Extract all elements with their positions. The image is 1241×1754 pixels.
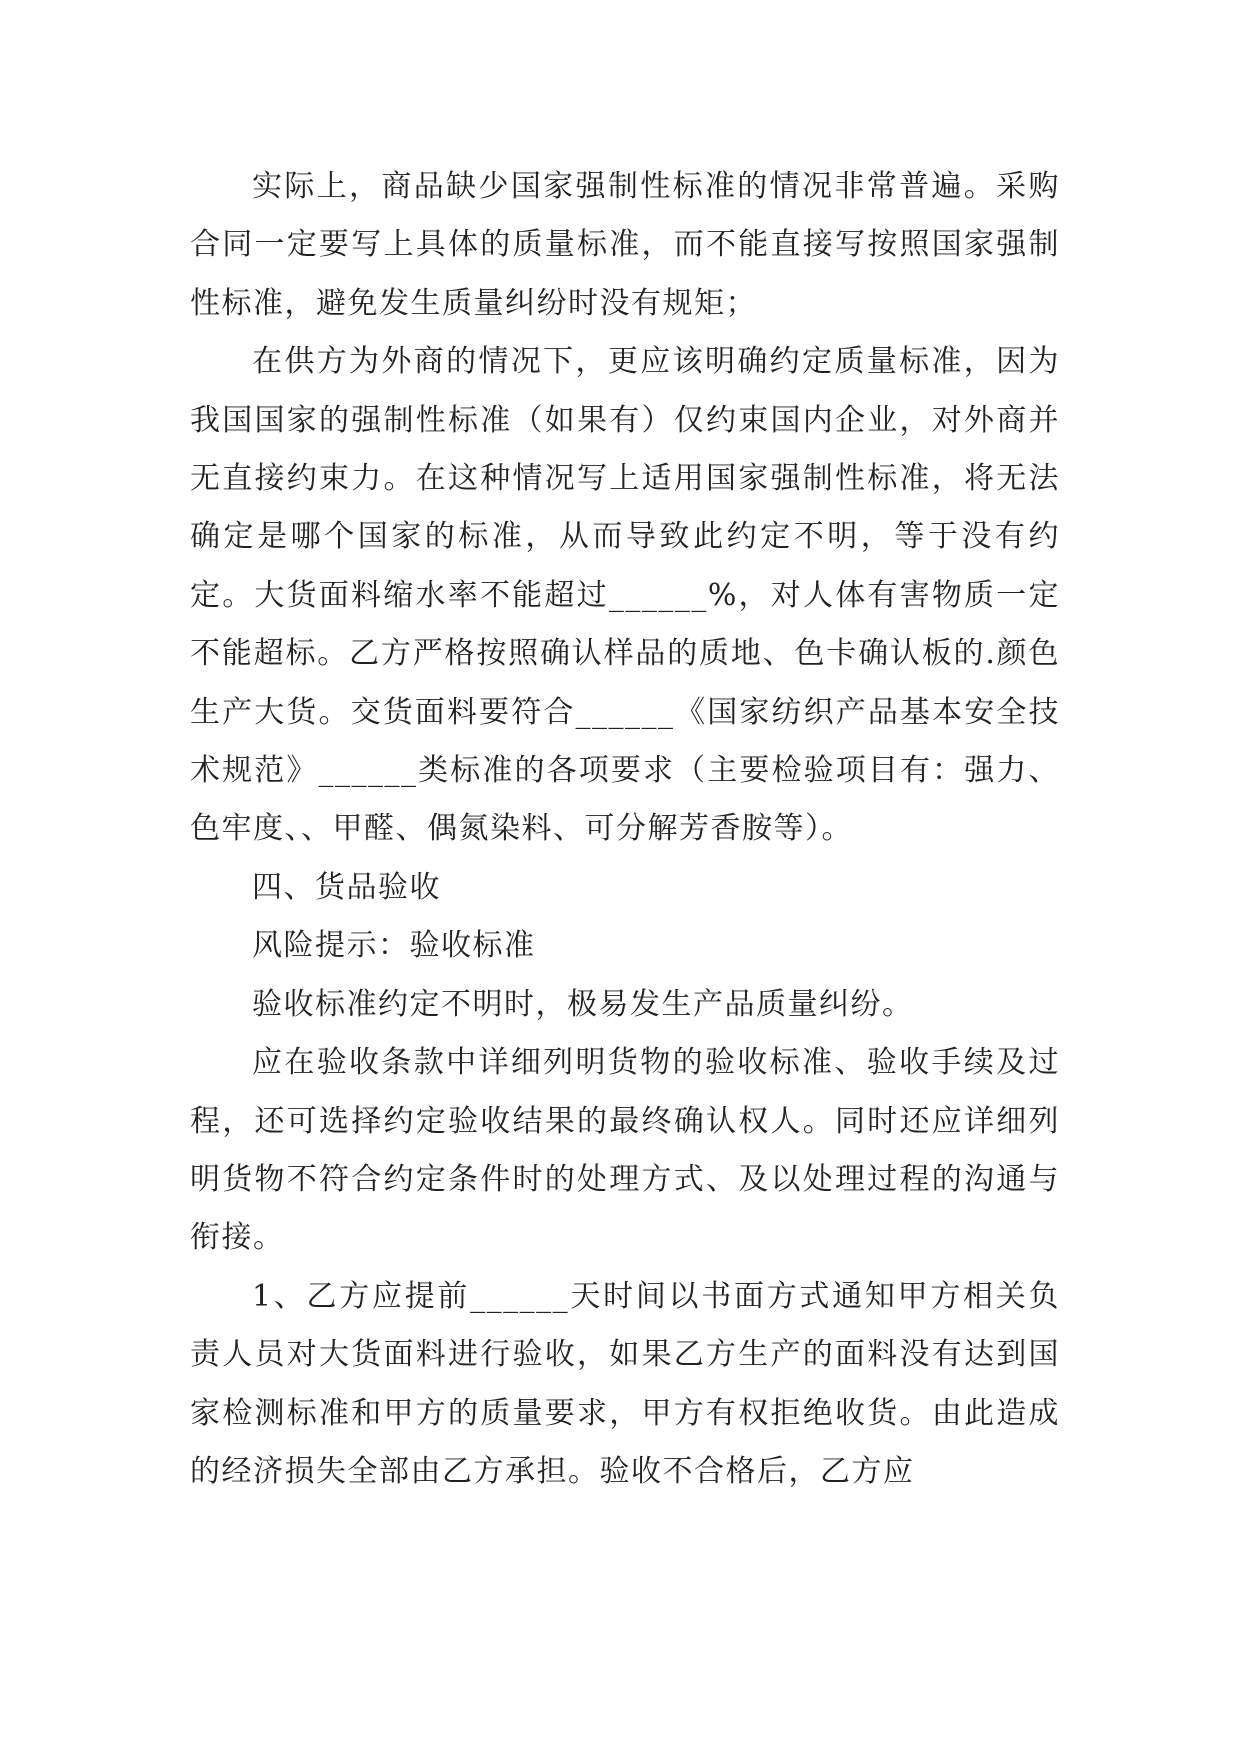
paragraph-foreign-supplier: 在供方为外商的情况下，更应该明确约定质量标准，因为我国国家的强制性标准（如果有）仅约束国内企业，对外商并无直接约束力。在这种情况写上适用国家强制性标准，将无法确定是哪个国家的标准，从而导致此约定不明，等于没有约定。大货面料缩水率不能超过______%，对人体有害物质一定不能超标。乙方严格按照确认样品的质地、色卡确认板的.颜色生产大货。交货面料要符合______《国家纺织产品基本安全技术规范》______类标准的各项要求（主要检验项目有：强力、色牢度、、甲醛、偶氮染料、可分解芳香胺等）。 [190,344,1060,847]
paragraph-acceptance-risk: 验收标准约定不明时，极易发生产品质量纠纷。 [252,986,914,1022]
paragraph-item-1: 1、乙方应提前______天时间以书面方式通知甲方相关负责人员对大货面料进行验收，如果乙方生产的面料没有达到国家检测标准和甲方的质量要求，甲方有权拒绝收货。由此造成的经济损失全部由乙方承担。验收不合格后，乙方应 [190,1278,1060,1489]
paragraph-acceptance-clause: 应在验收条款中详细列明货物的验收标准、验收手续及过程，还可选择约定验收结果的最终确认权人。同时还应详细列明货物不符合约定条件时的处理方式、及以处理过程的沟通与衔接。 [190,1045,1060,1256]
section-heading-acceptance: 四、货品验收 [252,869,441,905]
document-body [190,158,1060,1501]
paragraph-quality-standards: 实际上，商品缺少国家强制性标准的情况非常普遍。采购合同一定要写上具体的质量标准，而不能直接写按照国家强制性标准，避免发生质量纠纷时没有规矩； [190,169,1060,321]
risk-notice-heading: 风险提示：验收标准 [252,928,536,964]
